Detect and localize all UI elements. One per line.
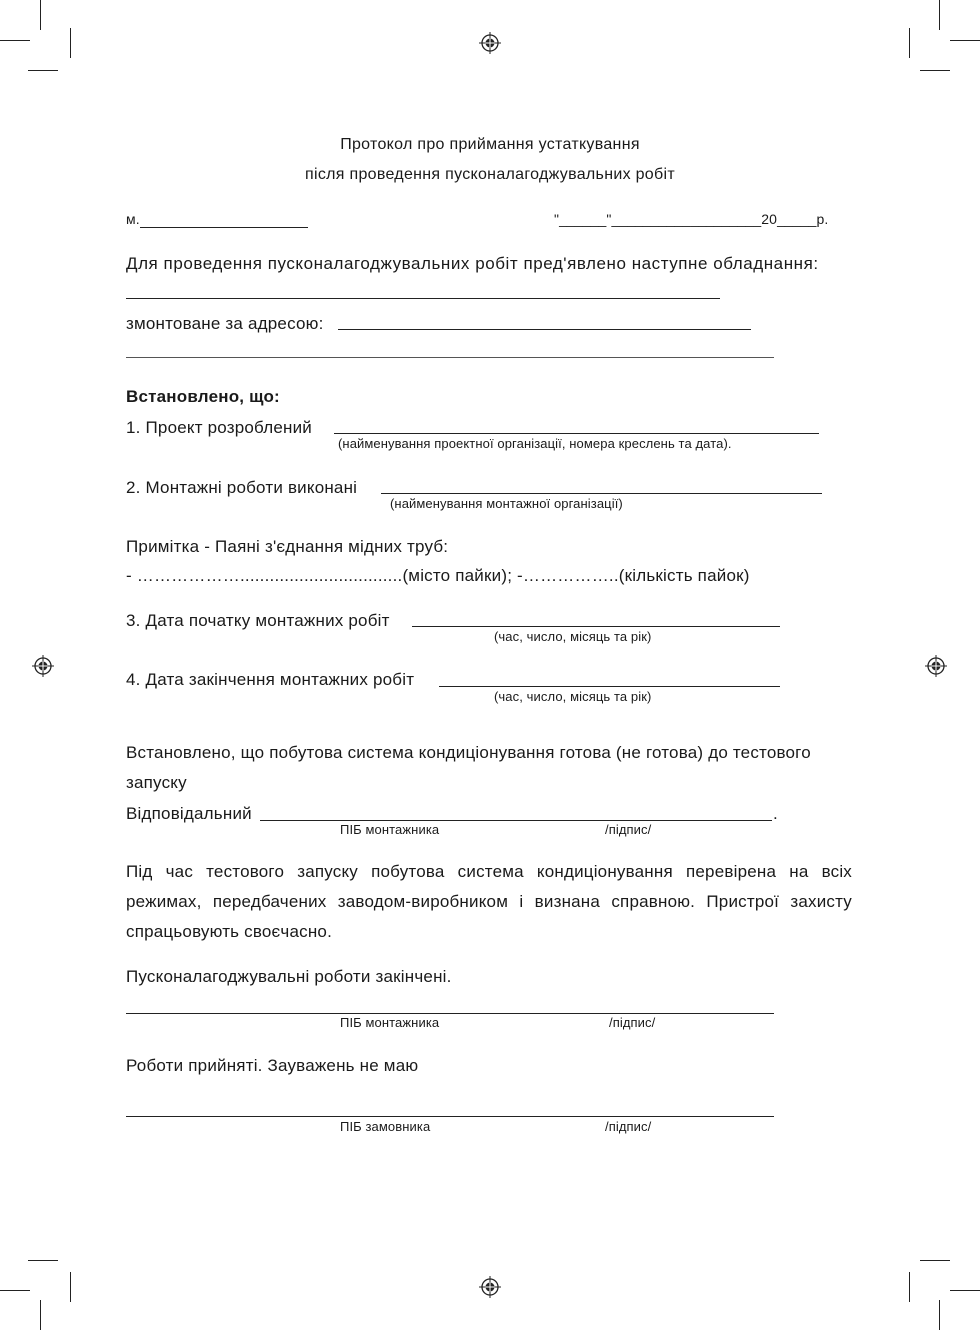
signature-hint: /підпис/ [605, 822, 652, 837]
registration-mark-icon [32, 655, 54, 677]
item3-field[interactable] [412, 626, 780, 627]
note-line: Примітка - Паяні з'єднання мідних труб: [126, 537, 449, 556]
item1-hint: (найменування проектної організації, номера креслень та дата). [338, 436, 732, 451]
crop-mark [70, 1272, 71, 1302]
note-details: - ……………….................................(місто пайки); -……………..(кількість пайок) [126, 566, 750, 585]
installer-signature-field[interactable] [126, 1013, 774, 1014]
crop-mark [40, 1300, 41, 1330]
crop-mark [0, 40, 30, 41]
registration-mark-icon [479, 32, 501, 54]
crop-mark [40, 0, 41, 30]
installer-name-hint: ПІБ монтажника [340, 822, 440, 837]
document-title-line-2: після проведення пусконалагоджувальних робіт [305, 166, 675, 183]
crop-mark [70, 28, 71, 58]
signature-hint-2: /підпис/ [609, 1015, 656, 1030]
item4-hint: (час, число, місяць та рік) [494, 689, 652, 704]
item2-field[interactable] [381, 493, 822, 494]
item2-label: 2. Монтажні роботи виконані [126, 478, 358, 497]
city-label: м. [126, 211, 140, 227]
date-field[interactable]: "______"___________________20_____р. [554, 211, 829, 227]
item2-hint: (найменування монтажної організації) [390, 496, 623, 511]
crop-mark [939, 0, 940, 30]
responsible-field[interactable] [260, 820, 772, 821]
responsible-label: Відповідальний [126, 804, 252, 823]
document-title-line-1: Протокол про приймання устаткування [340, 136, 640, 153]
established-heading: Встановлено, що: [126, 387, 280, 406]
equipment-text: Для проведення пусконалагоджувальних робіт пред'явлено наступне обладнання: [126, 254, 819, 273]
address-field-extra[interactable] [126, 357, 774, 358]
item1-field[interactable] [334, 433, 819, 434]
equipment-field[interactable] [126, 298, 720, 299]
completed-text: Пусконалагоджувальні роботи закінчені. [126, 967, 452, 986]
crop-mark [920, 70, 950, 71]
crop-mark [909, 28, 910, 58]
registration-mark-icon [479, 1276, 501, 1298]
item3-label: 3. Дата початку монтажних робіт [126, 611, 390, 630]
crop-mark [950, 40, 980, 41]
crop-mark [0, 1290, 30, 1291]
address-field[interactable] [338, 329, 751, 330]
ready-text: Встановлено, що побутова система кондиціонування готова (не готова) до тестового запуску [126, 743, 811, 792]
crop-mark [909, 1272, 910, 1302]
address-label: змонтоване за адресою: [126, 314, 324, 333]
crop-mark [950, 1290, 980, 1291]
item3-hint: (час, число, місяць та рік) [494, 629, 652, 644]
crop-mark [28, 70, 58, 71]
accepted-text: Роботи прийняті. Зауважень не маю [126, 1056, 419, 1075]
crop-mark [28, 1260, 58, 1261]
installer-name-hint-2: ПІБ монтажника [340, 1015, 440, 1030]
city-field[interactable] [140, 227, 308, 228]
item4-field[interactable] [439, 686, 780, 687]
item1-label: 1. Проект розроблений [126, 418, 312, 437]
crop-mark [920, 1260, 950, 1261]
signature-hint-3: /підпис/ [605, 1119, 652, 1134]
crop-mark [939, 1300, 940, 1330]
responsible-end: . [773, 804, 778, 823]
item4-label: 4. Дата закінчення монтажних робіт [126, 670, 415, 689]
registration-mark-icon [925, 655, 947, 677]
customer-name-hint: ПІБ замовника [340, 1119, 431, 1134]
test-text: Під час тестового запуску побутова система кондиціонування перевірена на всіх режимах, передбачених заводом-виробником і визнана справною. Пристрої захисту спрацьовують своєчасно. [126, 862, 852, 941]
customer-signature-field[interactable] [126, 1116, 774, 1117]
